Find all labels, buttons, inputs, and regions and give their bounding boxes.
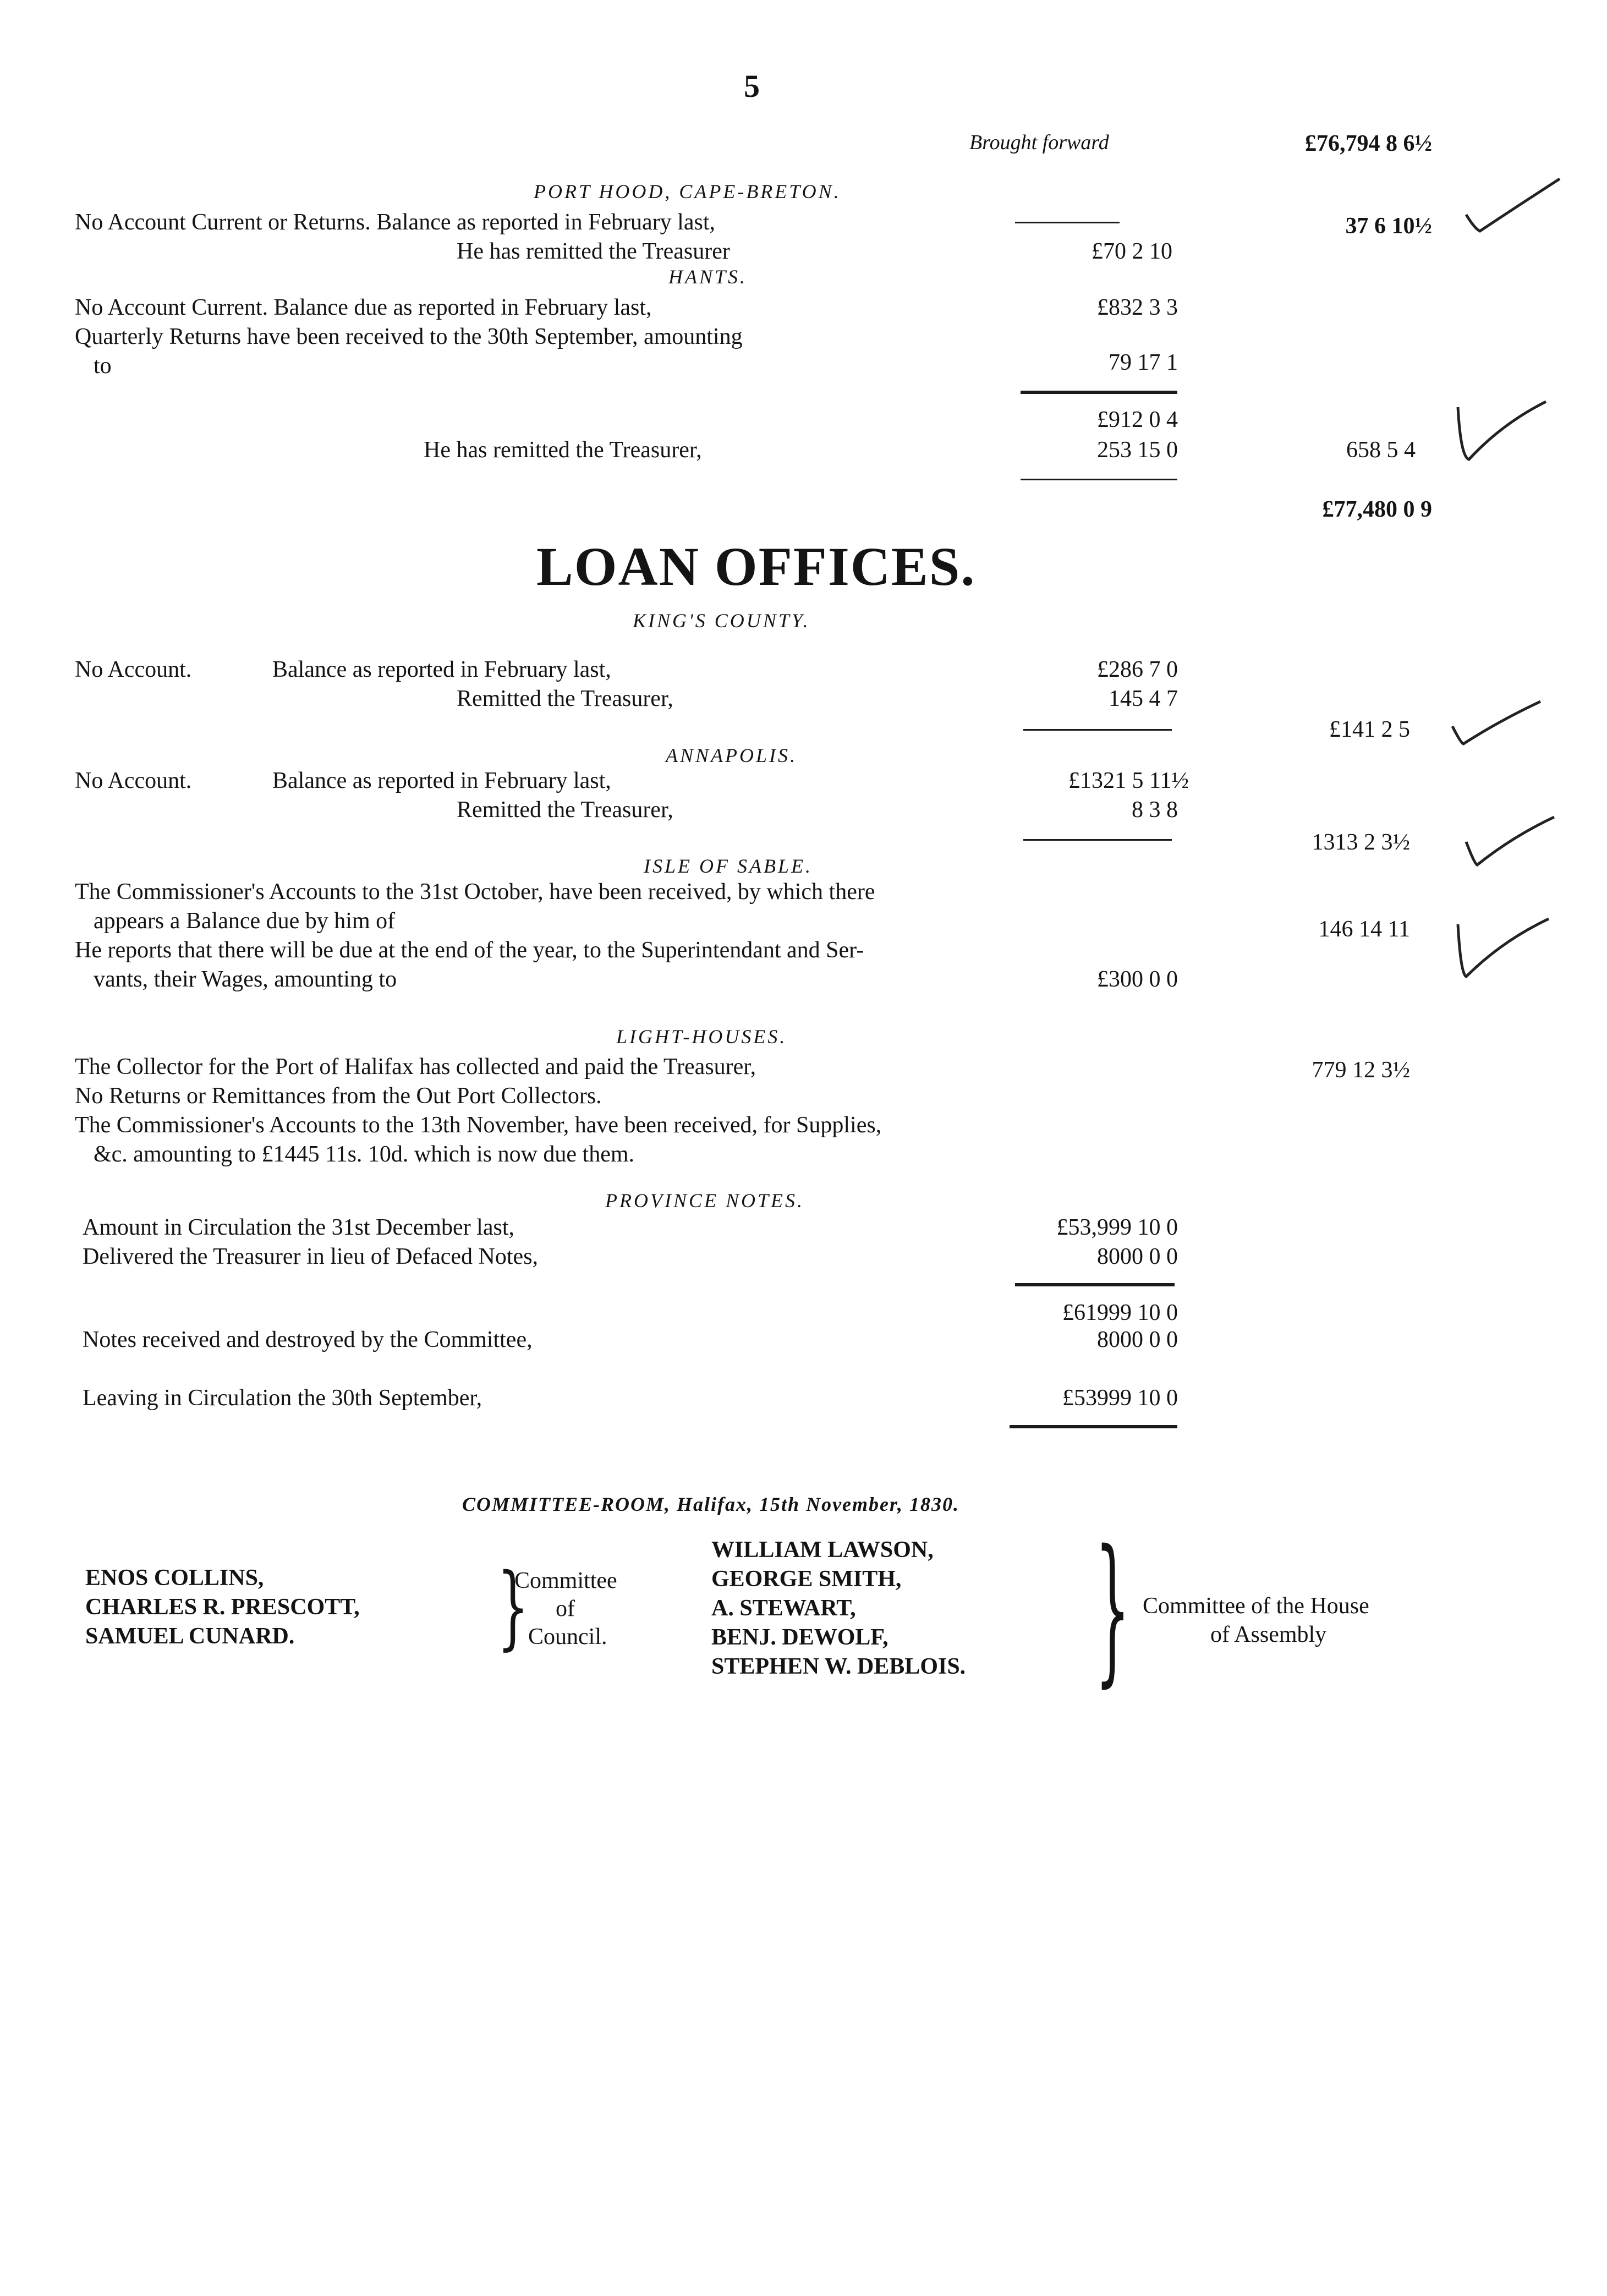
hants-balance-due: £832 3 3	[1097, 295, 1178, 320]
total-amount: £77,480 0 9	[1322, 497, 1432, 522]
committee-room-dateline: COMMITTEE-ROOM, Halifax, 15th November, 1830.	[462, 1493, 960, 1515]
assembly-member: A. STEWART,	[711, 1596, 856, 1621]
loan-offices-heading: LOAN OFFICES.	[536, 536, 976, 597]
isle-of-sable-line-2: appears a Balance due by him of	[94, 908, 396, 934]
port-hood-remitted: £70 2 10	[1092, 239, 1172, 264]
port-hood-balance: 37 6 10½	[1345, 213, 1432, 239]
light-houses-amount: 779 12 3½	[1312, 1057, 1410, 1083]
assembly-label: of Assembly	[1210, 1622, 1327, 1647]
hants-line-3: He has remitted the Treasurer,	[424, 437, 702, 463]
province-notes-line-1: Amount in Circulation the 31st December last,	[83, 1215, 514, 1240]
kings-county-rule	[1023, 729, 1172, 731]
brought-forward-amount: £76,794 8 6½	[1305, 131, 1432, 156]
assembly-member: BENJ. DEWOLF,	[711, 1625, 888, 1650]
hants-line-2: Quarterly Returns have been received to the 30th September, amounting	[75, 324, 743, 349]
isle-of-sable-line-1: The Commissioner's Accounts to the 31st October, have been received, by which there	[75, 879, 875, 905]
province-notes-rule	[1015, 1283, 1175, 1286]
council-label: Council.	[528, 1624, 607, 1650]
annapolis-line-1: Balance as reported in February last,	[272, 768, 611, 793]
annapolis-line-2: Remitted the Treasurer,	[457, 797, 673, 823]
annapolis-balance: £1321 5 11½	[1068, 768, 1189, 793]
hants-rule	[1021, 391, 1177, 394]
hants-heading: HANTS.	[668, 266, 748, 288]
hants-returns: 79 17 1	[1109, 350, 1178, 375]
kings-county-remitted: 145 4 7	[1109, 686, 1178, 711]
province-notes-circulation: £53,999 10 0	[1056, 1215, 1178, 1240]
kings-county-line-1: Balance as reported in February last,	[272, 657, 611, 682]
province-notes-subtotal: £61999 10 0	[1062, 1300, 1178, 1325]
assembly-member: GEORGE SMITH,	[711, 1566, 902, 1592]
province-notes-line-4: Leaving in Circulation the 30th September,	[83, 1385, 482, 1411]
annapolis-net: 1313 2 3½	[1312, 830, 1410, 855]
hants-balance: 658 5 4	[1346, 437, 1416, 463]
hants-remitted: 253 15 0	[1097, 437, 1178, 463]
council-member: CHARLES R. PRESCOTT,	[85, 1594, 360, 1620]
council-label: Committee	[514, 1568, 617, 1593]
isle-of-sable-balance: 146 14 11	[1318, 917, 1410, 942]
council-member: SAMUEL CUNARD.	[85, 1624, 295, 1649]
kings-county-heading: KING'S COUNTY.	[633, 610, 810, 632]
kings-county-label: No Account.	[75, 657, 192, 682]
isle-of-sable-line-3: He reports that there will be due at the end of the year, to the Superintendant and Ser-	[75, 938, 864, 963]
council-member: ENOS COLLINS,	[85, 1565, 264, 1591]
annapolis-remitted: 8 3 8	[1132, 797, 1178, 823]
isle-of-sable-line-4: vants, their Wages, amounting to	[94, 967, 397, 992]
hants-rule-2	[1021, 479, 1177, 480]
check-mark-icon	[1463, 176, 1562, 237]
hants-subtotal: £912 0 4	[1097, 407, 1178, 432]
assembly-brace: }	[1095, 1516, 1131, 1702]
page-number: 5	[744, 68, 760, 104]
province-notes-rule-2	[1010, 1425, 1177, 1428]
check-mark-icon	[1452, 396, 1551, 468]
assembly-label: Committee of the House	[1143, 1593, 1369, 1619]
light-houses-line-2: No Returns or Remittances from the Out Port Collectors.	[75, 1083, 602, 1109]
hants-line-2b: to	[94, 353, 112, 379]
province-notes-heading: PROVINCE NOTES.	[605, 1190, 804, 1212]
annapolis-rule	[1023, 839, 1172, 841]
port-hood-line-1: No Account Current or Returns. Balance as reported in February last,	[75, 210, 716, 235]
province-notes-line-3: Notes received and destroyed by the Committee,	[83, 1327, 533, 1352]
kings-county-line-2: Remitted the Treasurer,	[457, 686, 673, 711]
council-label: of	[556, 1596, 575, 1621]
annapolis-label: No Account.	[75, 768, 192, 793]
light-houses-line-3: The Commissioner's Accounts to the 13th November, have been received, for Supplies,	[75, 1113, 882, 1138]
province-notes-leaving: £53999 10 0	[1062, 1385, 1178, 1411]
province-notes-delivered: 8000 0 0	[1097, 1244, 1178, 1269]
hants-line-1: No Account Current. Balance due as reported in February last,	[75, 295, 652, 320]
light-houses-line-4: &c. amounting to £1445 11s. 10d. which is now due them.	[94, 1142, 635, 1167]
check-mark-icon	[1452, 913, 1551, 979]
isle-of-sable-heading: ISLE OF SABLE.	[644, 855, 813, 877]
isle-of-sable-wages: £300 0 0	[1097, 967, 1178, 992]
check-mark-icon	[1450, 699, 1543, 748]
province-notes-line-2: Delivered the Treasurer in lieu of Defaced Notes,	[83, 1244, 539, 1269]
council-brace: }	[497, 1554, 529, 1659]
province-notes-destroyed: 8000 0 0	[1097, 1327, 1178, 1352]
brought-forward-label: Brought forward	[969, 131, 1109, 154]
assembly-member: STEPHEN W. DEBLOIS.	[711, 1654, 966, 1679]
kings-county-net: £141 2 5	[1329, 717, 1410, 742]
annapolis-heading: ANNAPOLIS.	[666, 744, 798, 766]
port-hood-heading: PORT HOOD, CAPE-BRETON.	[534, 180, 841, 202]
check-mark-icon	[1463, 814, 1557, 869]
port-hood-line-2: He has remitted the Treasurer	[457, 239, 730, 264]
kings-county-balance: £286 7 0	[1097, 657, 1178, 682]
light-houses-line-1: The Collector for the Port of Halifax has collected and paid the Treasurer,	[75, 1054, 756, 1079]
light-houses-heading: LIGHT-HOUSES.	[616, 1026, 787, 1048]
assembly-member: WILLIAM LAWSON,	[711, 1537, 934, 1563]
port-hood-rule	[1015, 222, 1120, 223]
